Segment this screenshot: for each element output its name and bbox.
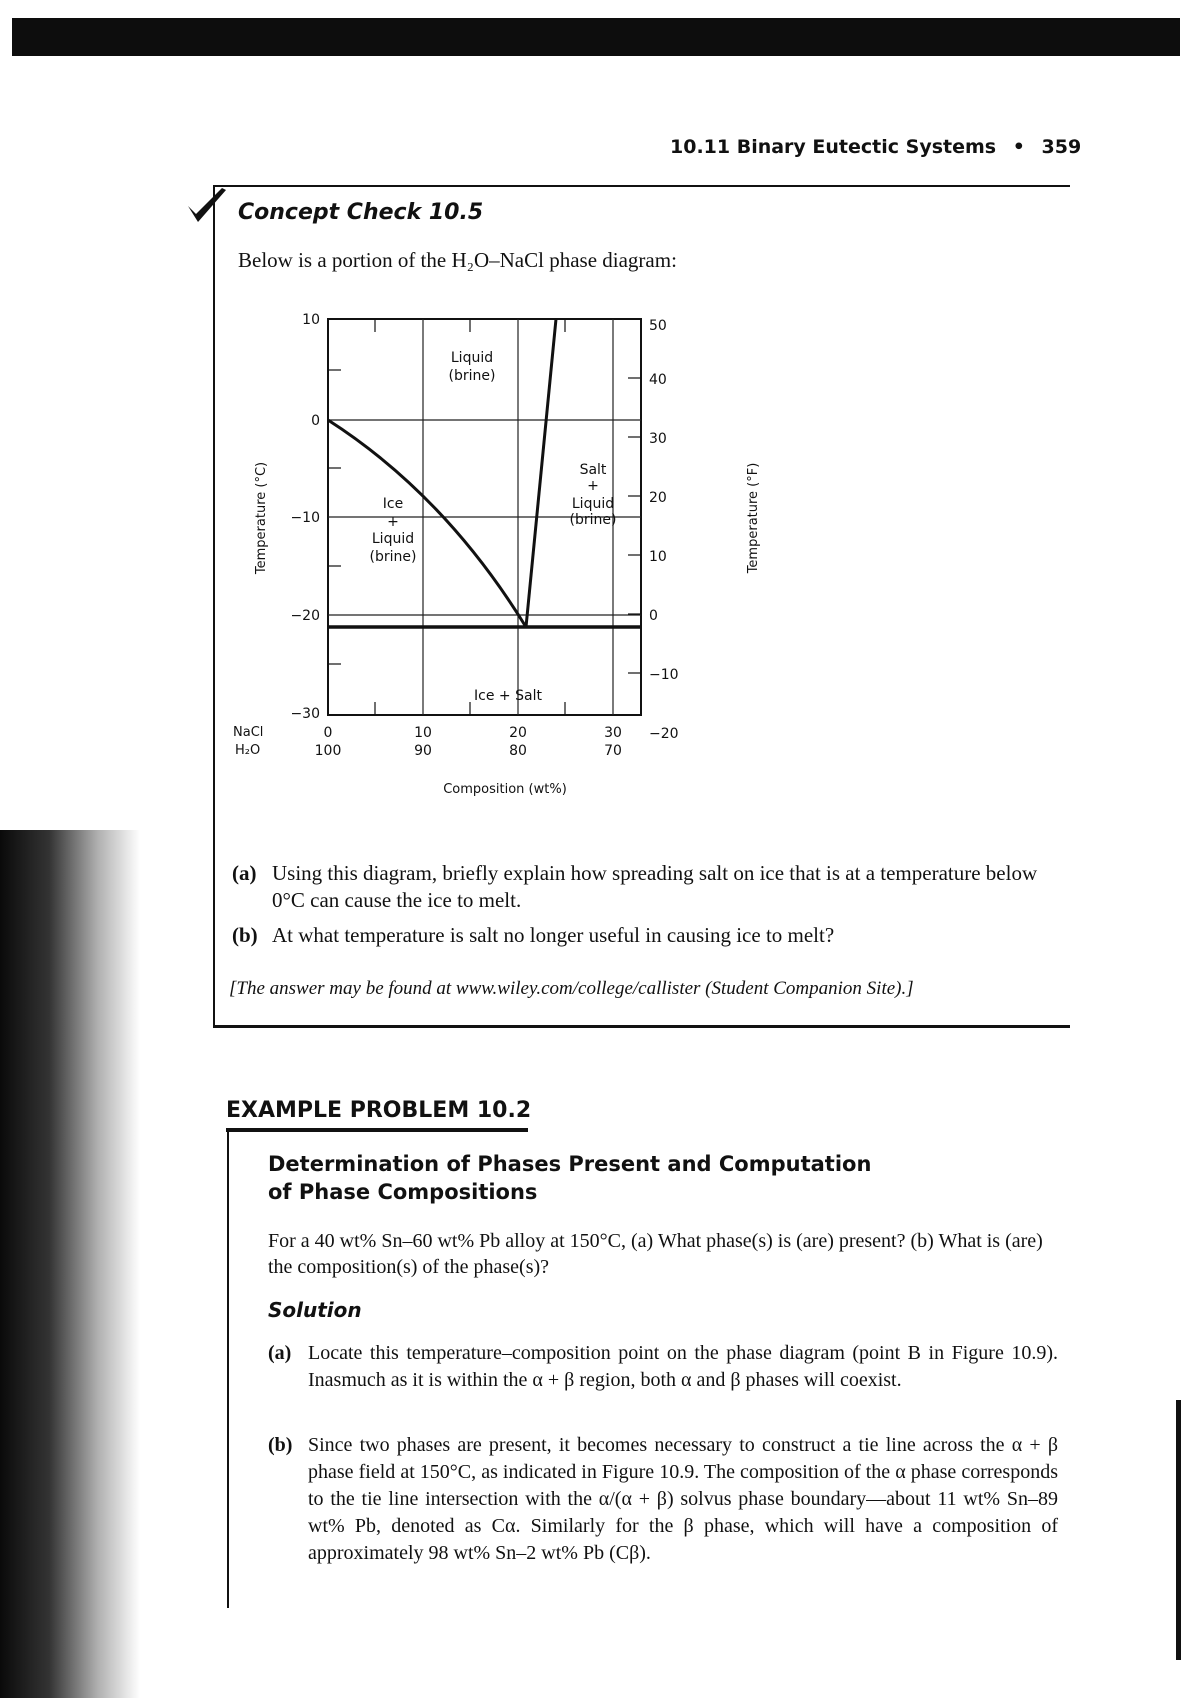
liquidus-salt-line <box>526 319 556 627</box>
example-heading <box>268 1150 1028 1206</box>
region-ice-salt: Ice + Salt <box>474 688 542 704</box>
phase-diagram <box>225 300 785 830</box>
right-tick-label: 30 <box>649 431 667 447</box>
region-ice-liquid-1: Ice <box>382 496 404 512</box>
right-axis-label: Temperature (°F) <box>746 462 761 574</box>
x-axis-label: Composition (wt%) <box>443 782 567 797</box>
nacl-tick-label: 0 <box>323 725 333 741</box>
example-heading-line: Determination of Phases Present and Computation <box>268 1152 872 1176</box>
example-statement: For a 40 wt% Sn–60 wt% Pb alloy at 150°C, (a) What phase(s) is (are) present? (b) What is (are) the composition(s) of the phase(s)? <box>268 1230 1043 1278</box>
solution-b <box>268 1432 1058 1567</box>
region-ice-liquid-2: + <box>387 514 399 530</box>
region-liquid-1: Liquid <box>450 350 494 366</box>
section-title: 10.11 Binary Eutectic Systems <box>670 136 997 158</box>
h2o-tick-label: 70 <box>604 743 622 759</box>
solution-part-label: (a) <box>268 1342 292 1364</box>
solution-part-text: Since two phases are present, it becomes necessary to construct a tie line across the α + β phase field at 150°C, as indicated in Figure 10.9. The composition of the α phase corresponds to the tie line intersection with the α/(α + β) solvus phase boundary—about 11 wt% Sn–89 wt% Pb, denoted as Cα. Similarly for the β phase, which will have a composition of approximately 98 wt% Sn–2 wt% Pb (Cβ). <box>308 1434 1058 1564</box>
example-heading-line: of Phase Compositions <box>268 1180 538 1204</box>
right-tick-label: −20 <box>649 726 679 742</box>
region-salt-liquid-3: Liquid <box>571 496 615 512</box>
left-tick-label: −10 <box>290 510 320 526</box>
h2o-tick-label: 100 <box>314 743 342 759</box>
answer-note: [The answer may be found at www.wiley.com/college/callister (Student Companion Site).] <box>229 978 914 999</box>
left-tick-label: 0 <box>311 413 320 429</box>
right-tick-label: 50 <box>649 318 667 334</box>
question-text: At what temperature is salt no longer useful in causing ice to melt? <box>272 923 835 947</box>
solution-part-label: (b) <box>268 1434 293 1456</box>
nacl-tick-label: 20 <box>509 725 527 741</box>
scan-edge-shadow <box>0 830 140 1698</box>
page-number: 359 <box>1041 136 1082 158</box>
right-tick-label: −10 <box>649 667 679 683</box>
solution-a <box>268 1340 1058 1394</box>
solution-label: Solution <box>268 1298 362 1322</box>
question-label: (a) <box>232 861 257 885</box>
left-tick-label: −30 <box>290 706 320 722</box>
region-salt-liquid-1: Salt <box>579 462 607 478</box>
left-tick-label: −20 <box>290 608 320 624</box>
right-tick-label: 20 <box>649 490 667 506</box>
concept-check-title: Concept Check 10.5 <box>238 200 484 225</box>
separator-bullet: • <box>1012 136 1025 158</box>
liquidus-ice-curve <box>328 420 526 627</box>
region-ice-liquid-3: Liquid <box>371 531 415 547</box>
region-liquid-2: (brine) <box>448 368 496 384</box>
region-salt-liquid-2: + <box>587 478 599 494</box>
question-label: (b) <box>232 923 258 947</box>
question-b <box>232 922 1072 949</box>
example-title-rule <box>226 1128 528 1132</box>
row-label-nacl: NaCl <box>233 725 264 740</box>
example-title: EXAMPLE PROBLEM 10.2 <box>226 1098 532 1123</box>
nacl-tick-label: 30 <box>604 725 622 741</box>
row-label-h2o: H₂O <box>235 743 261 758</box>
question-a <box>232 860 1072 914</box>
example-frame <box>227 1128 229 1608</box>
region-ice-liquid-4: (brine) <box>369 549 417 565</box>
h2o-tick-label: 90 <box>414 743 432 759</box>
question-text: Using this diagram, briefly explain how spreading salt on ice that is at a temperature below 0°C can cause the ice to melt. <box>272 861 1038 912</box>
solution-part-text: Locate this temperature–composition point on the phase diagram (point B in Figure 10.9). Inasmuch as it is within the α + β region, both α and β phases will coexist. <box>308 1342 1058 1391</box>
running-head <box>670 136 1081 158</box>
right-tick-label: 40 <box>649 372 667 388</box>
scan-right-mark <box>1176 1400 1181 1660</box>
region-salt-liquid-4: (brine) <box>569 512 617 528</box>
scan-top-bar <box>12 18 1180 56</box>
checkmark-icon <box>186 186 234 230</box>
h2o-tick-label: 80 <box>509 743 527 759</box>
left-tick-label: 10 <box>302 312 320 328</box>
right-tick-label: 0 <box>649 608 658 624</box>
nacl-tick-label: 10 <box>414 725 432 741</box>
left-axis-label: Temperature (°C) <box>254 461 269 575</box>
right-tick-label: 10 <box>649 549 667 565</box>
concept-check-intro: Below is a portion of the H₂O–NaCl phase diagram: <box>238 248 677 272</box>
